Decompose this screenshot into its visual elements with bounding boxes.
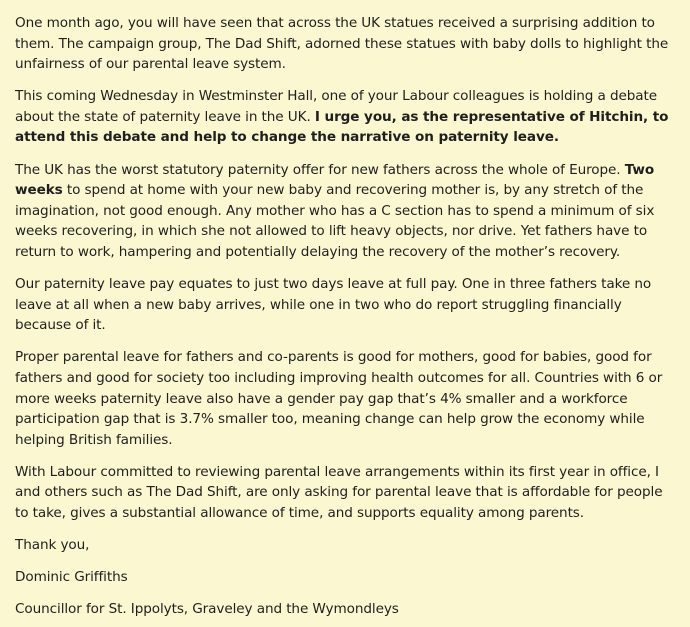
paragraph-worst-offer: [15, 160, 670, 263]
paragraph-pay: Our paternity leave pay equates to just two days leave at full pay. One in three fathers take no leave at all when a new baby arrives, while one in two who do report struggling financially because of it.: [15, 276, 652, 334]
signature-name: Dominic Griffiths: [15, 569, 128, 586]
paragraph-statues: One month ago, you will have seen that across the UK statues received a surprising addition to them. The campaign group, The Dad Shift, adorned these statues with baby dolls to highlight the unfairness of our parental leave system.: [15, 15, 669, 73]
paragraph-benefits: Proper parental leave for fathers and co-parents is good for mothers, good for babies, good for fathers and good for society too including improving health outcomes for all. Countries with 6 or more weeks paternity leave also have a gender pay gap that’s 4% smaller and a workforce participation gap that is 3.7% smaller too, meaning change can help grow the economy while helping British families.: [15, 349, 663, 448]
debate-text: This coming Wednesday in Westminster Hall, one of your Labour colleagues is holding a debate about the state of paternity leave in the UK.: [15, 88, 658, 125]
worst-offer-text-start: The UK has the worst statutory paternity offer for new fathers across the whole of Europe.: [15, 161, 625, 178]
debate-call-to-action: I urge you, as the representative of Hitchin, to attend this debate and help to change the narrative on paternity leave.: [15, 108, 669, 146]
two-weeks-emphasis: Two weeks: [15, 161, 655, 199]
signature-title: Councillor for St. Ippolyts, Graveley and the Wymondleys: [15, 601, 399, 618]
paragraph-labour-commitment: With Labour committed to reviewing parental leave arrangements within its first year in office, I and others such as The Dad Shift, are only asking for parental leave that is affordable for people to take, gives a substantial allowance of time, and supports equality among parents.: [15, 463, 663, 521]
paragraph-debate: [15, 86, 670, 148]
worst-offer-text-end: to spend at home with your new baby and recovering mother is, by any stretch of the imagination, not good enough. Any mother who has a C section has to spend a minimum of six weeks recovering, in which she not allowed to lift heavy objects, nor drive. Yet fathers have to return to work, hampering and potentially delaying the recovery of the mother’s recovery.: [15, 182, 655, 260]
closing-line: Thank you,: [15, 537, 90, 554]
